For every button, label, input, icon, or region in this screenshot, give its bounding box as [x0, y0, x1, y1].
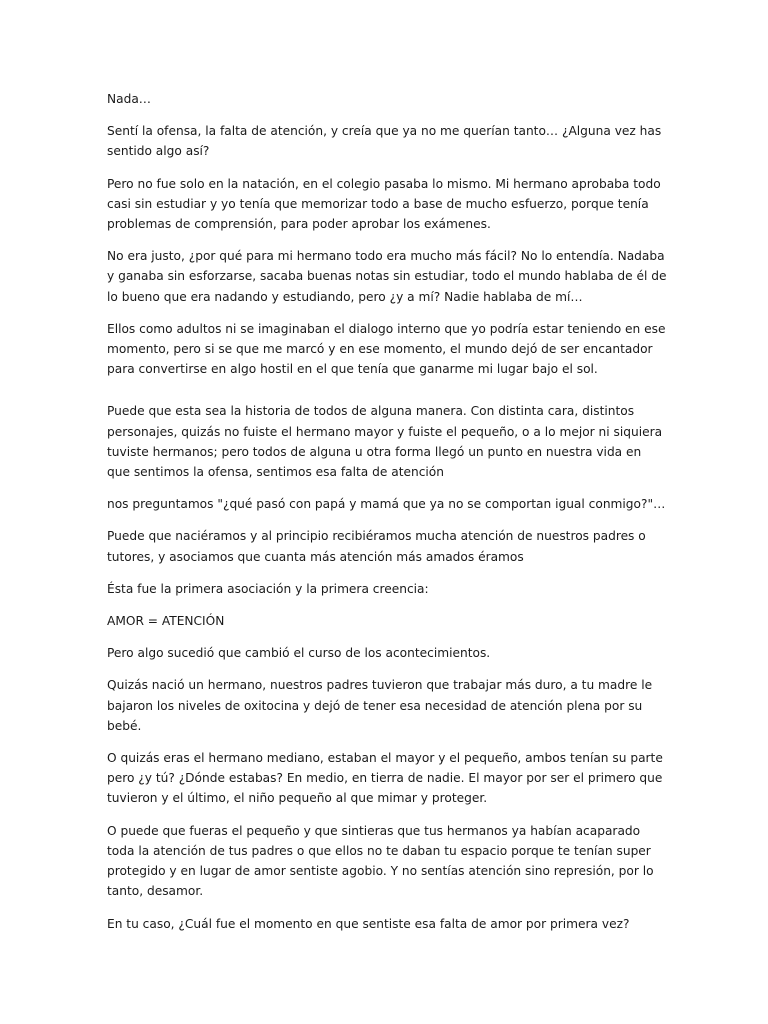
paragraph-ofensa: Sentí la ofensa, la falta de atención, y creía que ya no me querían tanto… ¿Alguna vez has sentido algo así?: [107, 124, 662, 159]
paragraph-nacio-hermano: Quizás nació un hermano, nuestros padres tuvieron que trabajar más duro, a tu madre le bajaron los niveles de oxitocina y dejó de tener esa necesidad de atención plena por su bebé.: [107, 678, 653, 733]
paragraph-pequeno: O puede que fueras el pequeño y que sintieras que tus hermanos ya habían acaparado toda la atención de tus padres o que ellos no te daban tu espacio porque te tenían super protegido y en lugar de amor sentiste agobio. Y no sentías atención sino represión, por lo tanto, desamor.: [107, 823, 654, 899]
paragraph-primera-asociacion: Ésta fue la primera asociación y la primera creencia:: [107, 581, 429, 596]
paragraph-preguntamos: nos preguntamos "¿qué pasó con papá y mamá que ya no se comportan igual conmigo?"…: [107, 497, 666, 512]
paragraph-nada: Nada…: [107, 92, 151, 106]
paragraph-algo-sucedio: Pero algo sucedió que cambió el curso de los acontecimientos.: [107, 646, 491, 661]
paragraph-hermano-mediano: O quizás eras el hermano mediano, estaban el mayor y el pequeño, ambos tenían su parte pero ¿y tú? ¿Dónde estabas? En medio, en tierra de nadie. El mayor por ser el primero que tuvieron y el último, el niño pequeño al que mimar y proteger.: [107, 751, 663, 806]
paragraph-historia: Puede que esta sea la historia de todos de alguna manera. Con distinta cara, distintos personajes, quizás no fuiste el hermano mayor y fuiste el pequeño, o a lo mejor ni siquiera tuviste hermanos; pero todos de alguna u otra forma llegó un punto en nuestra vida en que sentimos la ofensa, sentimos esa falta de atención: [107, 404, 663, 480]
paragraph-amor-atencion: AMOR = ATENCIÓN: [107, 614, 225, 629]
document-body: [107, 89, 667, 946]
paragraph-natacion: Pero no fue solo en la natación, en el colegio pasaba lo mismo. Mi hermano aprobaba todo casi sin estudiar y yo tenía que memorizar todo a base de mucho esfuerzo, porque tenía problemas de comprensión, para poder aprobar los exámenes.: [107, 176, 661, 232]
paragraph-en-tu-caso: En tu caso, ¿Cuál fue el momento en que sentiste esa falta de amor por primera vez?: [107, 916, 630, 931]
paragraph-nacieramos: Puede que naciéramos y al principio recibiéramos mucha atención de nuestros padres o tutores, y asociamos que cuanta más atención más amados éramos: [107, 529, 646, 564]
paragraph-adultos: Ellos como adultos ni se imaginaban el dialogo interno que yo podría estar teniendo en ese momento, pero si se que me marcó y en ese momento, el mundo dejó de ser encantador para convertirse en algo hostil en el que tenía que ganarme mi lugar bajo el sol.: [107, 321, 666, 377]
paragraph-no-era-justo: No era justo, ¿por qué para mi hermano todo era mucho más fácil? No lo entendía. Nadaba y ganaba sin esforzarse, sacaba buenas notas sin estudiar, todo el mundo hablaba de él de lo bueno que era nadando y estudiando, pero ¿y a mí? Nadie hablaba de mí…: [107, 249, 667, 304]
